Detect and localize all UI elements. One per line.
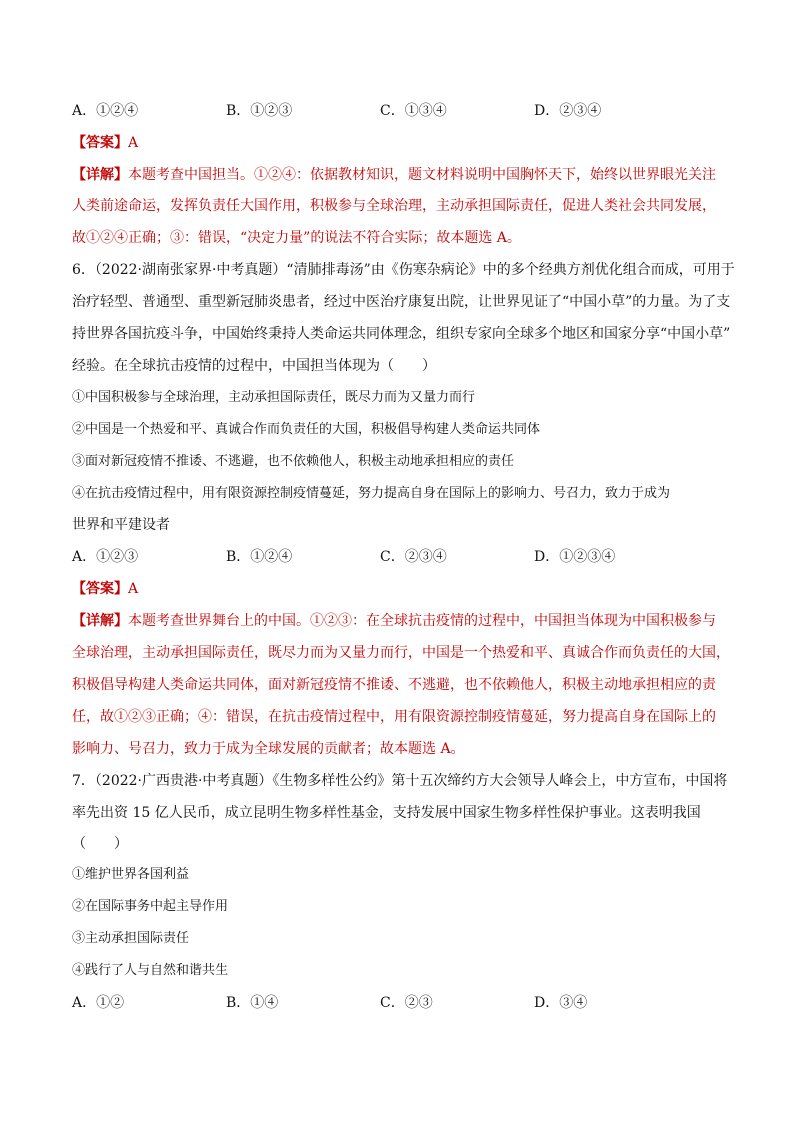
q6-option-c: C．②③④ <box>380 549 447 565</box>
q5-detail-line-1 <box>72 166 716 184</box>
q7-stem-line-3: （ ） <box>72 836 128 852</box>
q6-answer-value: A <box>128 581 139 597</box>
q7-stem-line-1: 7．（2022·广西贵港·中考真题）《生物多样性公约》第十五次缔约方大会领导人峰会上，中方宣布，中国将 <box>72 773 728 789</box>
q6-item-4: ④在抗击疫情过程中，用有限资源控制疫情蔓延，努力提高自身在国际上的影响力、号召力，致力于成为 <box>72 486 671 501</box>
q6-stem-line-2: 治疗轻型、普通型、重型新冠肺炎患者，经过中医治疗康复出院，让世界见证了“中国小草”的力量。为了支 <box>72 294 731 310</box>
q7-stem-line-2: 率先出资 15 亿人民币，成立昆明生物多样性基金，支持发展中国家生物多样性保护事业。这表明我国 <box>72 805 701 821</box>
q7-item-1: ①维护世界各国利益 <box>72 867 190 882</box>
q7-option-c: C．②③ <box>380 995 433 1011</box>
q5-detail-text: 本题考查中国担当。①②④：依据教材知识，题文材料说明中国胸怀天下，始终以世界眼光关注 <box>128 167 716 183</box>
q5-answer <box>72 134 138 152</box>
q5-option-b: B．①②③ <box>226 103 293 119</box>
q6-option-d: D．①②③④ <box>534 549 616 565</box>
q6-stem-line-1: 6．（2022·湖南张家界·中考真题）“清肺排毒汤”由《伤寒杂病论》中的多个经典方剂优化组合而成，可用于 <box>72 262 735 278</box>
q6-detail-line-5: 影响力、号召力，致力于成为全球发展的贡献者；故本题选 A。 <box>72 741 465 757</box>
q7-item-4: ④践行了人与自然和谐共生 <box>72 963 229 978</box>
q6-answer <box>72 580 138 598</box>
q6-detail-tag: 【详解】 <box>72 613 128 629</box>
q5-option-d: D．②③④ <box>534 103 602 119</box>
q5-option-a: A．①②④ <box>72 103 139 119</box>
q7-option-d: D．③④ <box>534 995 588 1011</box>
q6-option-a: A．①②③ <box>72 549 139 565</box>
q6-item-1: ①中国积极参与全球治理，主动承担国际责任，既尽力而为又量力而行 <box>72 390 476 405</box>
q6-stem-line-3: 持世界各国抗疫斗争，中国始终秉持人类命运共同体理念，组织专家向全球多个地区和国家分享“中国小草” <box>72 326 731 342</box>
q5-detail-line-3: 故①②④正确；③：错误，“决定力量”的说法不符合实际；故本题选 A。 <box>72 230 521 246</box>
q6-detail-line-3: 积极倡导构建人类命运共同体，面对新冠疫情不推诿、不逃避，也不依赖他人，积极主动地承担相应的责 <box>72 677 716 693</box>
q5-option-c: C．①③④ <box>380 103 447 119</box>
q5-answer-tag: 【答案】 <box>72 135 128 151</box>
q6-detail-line-1 <box>72 612 716 630</box>
q6-detail-line-2: 全球治理，主动承担国际责任，既尽力而为又量力而行，中国是一个热爱和平、真诚合作而负责任的大国， <box>72 645 730 661</box>
q5-answer-value: A <box>128 135 139 151</box>
q6-item-3: ③面对新冠疫情不推诿、不逃避，也不依赖他人，积极主动地承担相应的责任 <box>72 454 515 469</box>
q6-stem-line-4: 经验。在全球抗击疫情的过程中，中国担当体现为（ ） <box>72 358 436 374</box>
q7-option-a: A．①② <box>72 995 125 1011</box>
q6-item-4-cont: 世界和平建设者 <box>72 517 170 533</box>
q6-detail-text: 本题考查世界舞台上的中国。①②③：在全球抗击疫情的过程中，中国担当体现为中国积极参与 <box>128 613 716 629</box>
q6-answer-tag: 【答案】 <box>72 581 128 597</box>
q6-detail-line-4: 任，故①②③正确；④：错误，在抗击疫情过程中，用有限资源控制疫情蔓延，努力提高自身在国际上的 <box>72 709 716 725</box>
q5-detail-line-2: 人类前途命运，发挥负责任大国作用，积极参与全球治理，主动承担国际责任，促进人类社会共同发展， <box>72 198 716 214</box>
q6-item-2: ②中国是一个热爱和平、真诚合作而负责任的大国，积极倡导构建人类命运共同体 <box>72 422 541 437</box>
q7-option-b: B．①④ <box>226 995 279 1011</box>
q5-detail-tag: 【详解】 <box>72 167 128 183</box>
q7-item-3: ③主动承担国际责任 <box>72 931 190 946</box>
q7-item-2: ②在国际事务中起主导作用 <box>72 899 229 914</box>
q6-option-b: B．①②④ <box>226 549 293 565</box>
